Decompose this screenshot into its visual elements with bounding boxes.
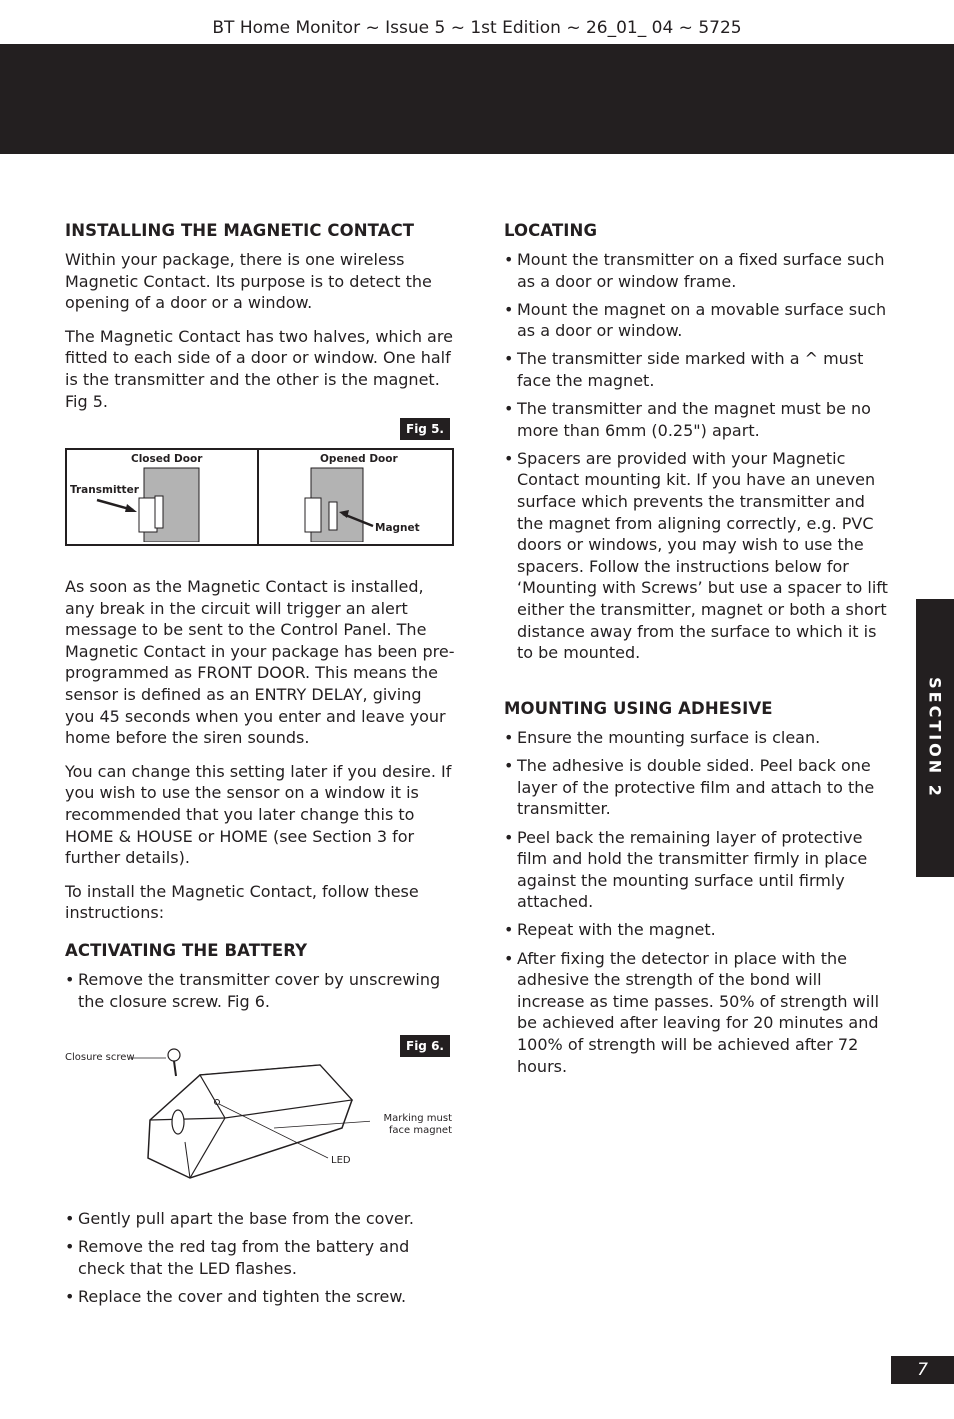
fig5-magnet-label: Magnet [375, 522, 420, 534]
fig6-led-label: LED [331, 1155, 351, 1166]
install-instructions-paragraph: To install the Magnetic Contact, follow these instructions: [65, 881, 419, 923]
opened-door-magnet [329, 502, 337, 530]
fig5-opened-door-label: Opened Door [320, 453, 398, 465]
fig5-drawing [67, 450, 450, 542]
adhesive-item: • The adhesive is double sided. Peel back one layer of the protective film and attach to the transmitter. [504, 755, 894, 820]
battery-step-4: • Replace the cover and tighten the screw. [65, 1286, 455, 1308]
right-column [504, 220, 894, 1084]
locating-item: • The transmitter side marked with a ^ must face the magnet. [504, 348, 894, 391]
header-band [0, 44, 954, 154]
section-tab-label: SECTION 2 [925, 677, 945, 799]
installing-paragraph-2: The Magnetic Contact has two halves, which are fitted to each side of a door or window. One half is the transmitter and the other is the magnet. Fig 5. [65, 326, 453, 411]
locating-item: • Spacers are provided with your Magnetic Contact mounting kit. If you have an uneven surface which prevents the transmitter and the magnet from aligning correctly, e.g. PVC doors or windows, you may wish to use the spacers. Follow the instructions below for ‘Mounting with Screws’ but use a spacer to lift either the transmitter, magnet or both a short distance away from the surface to which it is to be mounted. [504, 448, 894, 664]
closed-door-magnet [155, 496, 163, 528]
battery-heading: ACTIVATING THE BATTERY [65, 940, 308, 960]
fig6-drawing [130, 1040, 370, 1185]
left-column-bottom [65, 1208, 455, 1314]
locating-item: • Mount the transmitter on a fixed surface such as a door or window frame. [504, 249, 894, 292]
closure-screw-head [168, 1049, 180, 1061]
adhesive-item: • Repeat with the magnet. [504, 919, 894, 941]
locating-item: • Mount the magnet on a movable surface such as a door or window. [504, 299, 894, 342]
fig6-marking-line-2: face magnet [388, 1125, 452, 1136]
opened-door-transmitter [305, 498, 321, 532]
installing-heading: INSTALLING THE MAGNETIC CONTACT [65, 221, 415, 240]
screw-hole [172, 1110, 184, 1134]
adhesive-item: • Ensure the mounting surface is clean. [504, 727, 894, 749]
left-column [65, 220, 455, 424]
fig5-transmitter-label: Transmitter [70, 484, 139, 496]
change-setting-paragraph: You can change this setting later if you desire. If you wish to use the sensor on a window it is recommended that you later change this to HOME & HOUSE or HOME (see Section 3 for further details). [65, 761, 452, 868]
battery-step-2: • Gently pull apart the base from the cover. [65, 1208, 455, 1230]
adhesive-heading: MOUNTING USING ADHESIVE [504, 699, 773, 719]
left-column-lower [65, 576, 455, 1019]
fig6-marking-line-1: Marking must [383, 1113, 452, 1124]
battery-step-1: • Remove the transmitter cover by unscrewing the closure screw. Fig 6. [65, 969, 455, 1012]
battery-step-3: • Remove the red tag from the battery and check that the LED flashes. [65, 1236, 455, 1279]
closure-screw-shaft [174, 1061, 176, 1076]
installing-paragraph-1: Within your package, there is one wireless Magnetic Contact. Its purpose is to detect the opening of a door or a window. [65, 250, 432, 313]
document-header: BT Home Monitor ~ Issue 5 ~ 1st Edition ~ 26_01_ 04 ~ 5725 [212, 18, 742, 38]
fig6-label: Fig 6. [400, 1035, 450, 1057]
fig5-label: Fig 5. [400, 418, 450, 440]
adhesive-item: • Peel back the remaining layer of protective film and hold the transmitter firmly in place against the mounting surface until firmly attached. [504, 827, 894, 913]
fig6-marking-label [372, 1113, 452, 1137]
closed-door-transmitter [139, 498, 157, 532]
section-tab [916, 599, 954, 877]
adhesive-item: • After fixing the detector in place with the adhesive the strength of the bond will increase as time passes. 50% of strength will be achieved after leaving for 20 minutes and 100% of strength will be achieved after 72 hours. [504, 948, 894, 1078]
installed-paragraph: As soon as the Magnetic Contact is installed, any break in the circuit will trigger an alert message to be sent to the Control Panel. The Magnetic Contact in your package has been pre-programmed as FRONT DOOR. This means the sensor is defined as an ENTRY DELAY, giving you 45 seconds when you enter and leave your home before the siren sounds. [65, 577, 455, 748]
fig5-closed-door-label: Closed Door [131, 453, 203, 465]
locating-item: • The transmitter and the magnet must be no more than 6mm (0.25") apart. [504, 398, 894, 441]
fig6-closure-screw-label: Closure screw [65, 1052, 135, 1063]
page-number: 7 [891, 1356, 954, 1384]
locating-heading: LOCATING [504, 221, 598, 240]
